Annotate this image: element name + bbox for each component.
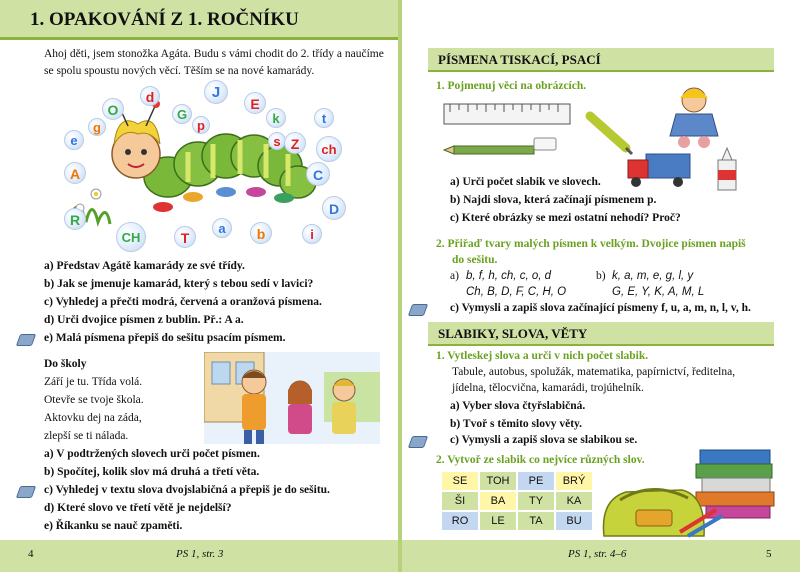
- task-r3c: c) Vymysli a zapiš slova se slabikou se.: [450, 434, 638, 446]
- letter-bubble: [64, 208, 86, 230]
- task-1b: b) Jak se jmenuje kamarád, který s tebou sedí v lavici?: [44, 278, 314, 290]
- section-header: [428, 322, 774, 346]
- q2-b-label: b): [596, 270, 606, 282]
- doll-icon: [670, 88, 718, 148]
- poem-line-2: Otevře se tvoje škola.: [44, 394, 144, 406]
- task-2a: a) V podtržených slovech urči počet písmen.: [44, 448, 260, 460]
- question-4: 2. Vytvoř ze slabik co nejvíce různých slov.: [436, 454, 645, 466]
- bubble-letter: i: [310, 227, 314, 242]
- letter-bubble: [174, 226, 196, 248]
- task-2e: e) Říkanku se nauč zpaměti.: [44, 520, 183, 532]
- poem-line-4: zlepší se ti nálada.: [44, 430, 129, 442]
- q2-b-upper: G, E, Y, K, A, M, L: [612, 286, 705, 298]
- notebook-icon: [16, 334, 36, 346]
- page-number-left: 4: [28, 548, 34, 560]
- eraser-icon: [534, 138, 556, 150]
- bubble-letter: C: [312, 167, 324, 183]
- backpack-books-illustration: [596, 440, 780, 540]
- workbook-ref-left: PS 1, str. 3: [176, 548, 224, 560]
- left-page: [0, 0, 398, 540]
- letter-bubble: [102, 98, 124, 120]
- bubble-letter: d: [145, 89, 155, 105]
- syllable-cell: BU: [556, 512, 592, 530]
- table-row: [442, 512, 592, 530]
- letter-bubble: [64, 130, 84, 150]
- letter-bubble: [192, 116, 210, 134]
- bubble-letter: k: [272, 111, 280, 126]
- q2-a-label: a): [450, 270, 459, 282]
- letter-bubble: [316, 136, 342, 162]
- syllable-cell: SE: [442, 472, 478, 490]
- page-title: 1. OPAKOVÁNÍ Z 1. ROČNÍKU: [30, 9, 299, 30]
- bubble-letter: CH: [121, 230, 141, 245]
- bubble-letter: J: [211, 84, 221, 101]
- task-2b: b) Spočítej, kolik slov má druhá a třetí věta.: [44, 466, 260, 478]
- letter-bubble: [314, 108, 334, 128]
- task-2c: c) Vyhledej v textu slova dvojslabičná a přepiš je do sešitu.: [44, 484, 330, 496]
- task-1a: a) Představ Agátě kamarády ze své třídy.: [44, 260, 245, 272]
- letter-bubble: [116, 222, 146, 252]
- task-r2c: c) Vymysli a zapiš slova začínající písmeny f, u, a, m, n, l, v, h.: [450, 302, 751, 314]
- question-1: 1. Pojmenuj věci na obrázcích.: [436, 80, 587, 92]
- task-r3b: b) Tvoř s těmito slovy věty.: [450, 418, 583, 430]
- bubble-letter: Z: [290, 136, 300, 152]
- intro-line-1: Ahoj děti, jsem stonožka Agáta. Budu s vámi chodit do 2. třídy a naučíme: [44, 48, 384, 60]
- question-2-line-1: 2. Přiřaď tvary malých písmen k velkým. Dvojice písmen napiš: [436, 238, 746, 250]
- question-3: 1. Vytleskej slova a urči v nich počet slabik.: [436, 350, 649, 362]
- syllable-cell: ŠI: [442, 492, 478, 510]
- bubble-letter: ch: [321, 142, 337, 157]
- bubble-letter: s: [273, 134, 281, 149]
- backpack-icon: [603, 489, 704, 536]
- letter-bubble: [284, 132, 306, 154]
- task-r1b: b) Najdi slova, která začínají písmenem p.: [450, 194, 657, 206]
- bubble-letter: T: [180, 230, 190, 246]
- syllable-cell: RO: [442, 512, 478, 530]
- task-1c: c) Vyhledej a přečti modrá, červená a oranžová písmena.: [44, 296, 322, 308]
- boy-icon: [332, 379, 356, 434]
- bubble-letter: b: [256, 226, 266, 242]
- q2-b-lower: k, a, m, e, g, l, y: [612, 270, 694, 282]
- task-2d: d) Které slovo ve třetí větě je nejdelší?: [44, 502, 232, 514]
- syllable-cell: KA: [556, 492, 592, 510]
- q3-words-line-2: jídelna, tělocvična, kamarádi, trojúhelník.: [452, 382, 644, 394]
- letter-bubble: [250, 222, 272, 244]
- bubble-letter: E: [250, 96, 260, 112]
- notebook-icon: [16, 486, 36, 498]
- letter-bubble: [306, 162, 330, 186]
- letter-bubble: [204, 80, 228, 104]
- syllable-cell: PE: [518, 472, 554, 490]
- poem-line-3: Aktovku dej na záda,: [44, 412, 142, 424]
- q3-words-line-1: Tabule, autobus, spolužák, matematika, papírnictví, ředitelna,: [452, 366, 736, 378]
- letter-bubble: [172, 104, 192, 124]
- section-title: SLABIKY, SLOVA, VĚTY: [438, 326, 588, 341]
- bubble-letter: A: [69, 166, 81, 182]
- letter-bubble: [266, 108, 286, 128]
- girl-icon: [288, 381, 312, 434]
- syllable-cell: BRÝ: [556, 472, 592, 490]
- intro-line-2: se spolu spoustu nových věcí. Těším se na nové kamarády.: [44, 65, 315, 77]
- letter-bubble: [64, 162, 86, 184]
- letter-bubble: [302, 224, 322, 244]
- poem-title: Do školy: [44, 358, 87, 370]
- syllable-cell: LE: [480, 512, 516, 530]
- bubble-letter: g: [93, 120, 101, 135]
- section-header: [428, 48, 774, 72]
- question-2-line-2: do sešitu.: [452, 254, 498, 266]
- page-number-right: 5: [766, 548, 772, 560]
- letter-bubble: [140, 86, 160, 106]
- letter-bubble: [88, 118, 106, 136]
- syllable-table: [440, 470, 594, 532]
- bubble-letter: a: [218, 221, 226, 236]
- q2-a-lower: b, f, h, ch, c, o, d: [466, 270, 552, 282]
- task-1d: d) Urči dvojice písmen z bublin. Př.: A a.: [44, 314, 244, 326]
- bubble-letter: t: [321, 111, 327, 126]
- table-row: [442, 472, 592, 490]
- bubble-letter: G: [176, 107, 188, 122]
- task-1e: e) Malá písmena přepiš do sešitu psacím písmem.: [44, 332, 286, 344]
- syllable-cell: TY: [518, 492, 554, 510]
- bubble-letter: e: [70, 133, 78, 148]
- syllable-cell: TOH: [480, 472, 516, 490]
- glue-icon: [718, 148, 736, 190]
- title-bar: [0, 0, 398, 40]
- letter-bubble: [244, 92, 266, 114]
- task-r3a: a) Vyber slova čtyřslabičná.: [450, 400, 586, 412]
- letter-bubble: [322, 196, 346, 220]
- books-icon: [696, 450, 774, 518]
- school-kids-illustration: [204, 352, 380, 444]
- syllable-cell: TA: [518, 512, 554, 530]
- bubble-letter: p: [197, 118, 205, 133]
- bubble-letter: R: [69, 212, 81, 228]
- truck-icon: [628, 154, 690, 187]
- letter-bubble: [212, 218, 232, 238]
- section-title: PÍSMENA TISKACÍ, PSACÍ: [438, 52, 601, 67]
- bubble-letter: O: [107, 102, 119, 118]
- pen-icon: [590, 116, 632, 154]
- poem-line-1: Září je tu. Třída volá.: [44, 376, 143, 388]
- workbook-ref-right: PS 1, str. 4–6: [568, 548, 627, 560]
- task-r1a: a) Urči počet slabik ve slovech.: [450, 176, 601, 188]
- q2-a-upper: Ch, B, D, F, C, H, O: [466, 286, 567, 298]
- syllable-cell: BA: [480, 492, 516, 510]
- pencil-icon: [444, 146, 534, 154]
- table-row: [442, 492, 592, 510]
- bubble-letter: D: [328, 201, 340, 217]
- task-r1c: c) Které obrázky se mezi ostatní nehodí? Proč?: [450, 212, 681, 224]
- ruler-icon: [444, 104, 570, 124]
